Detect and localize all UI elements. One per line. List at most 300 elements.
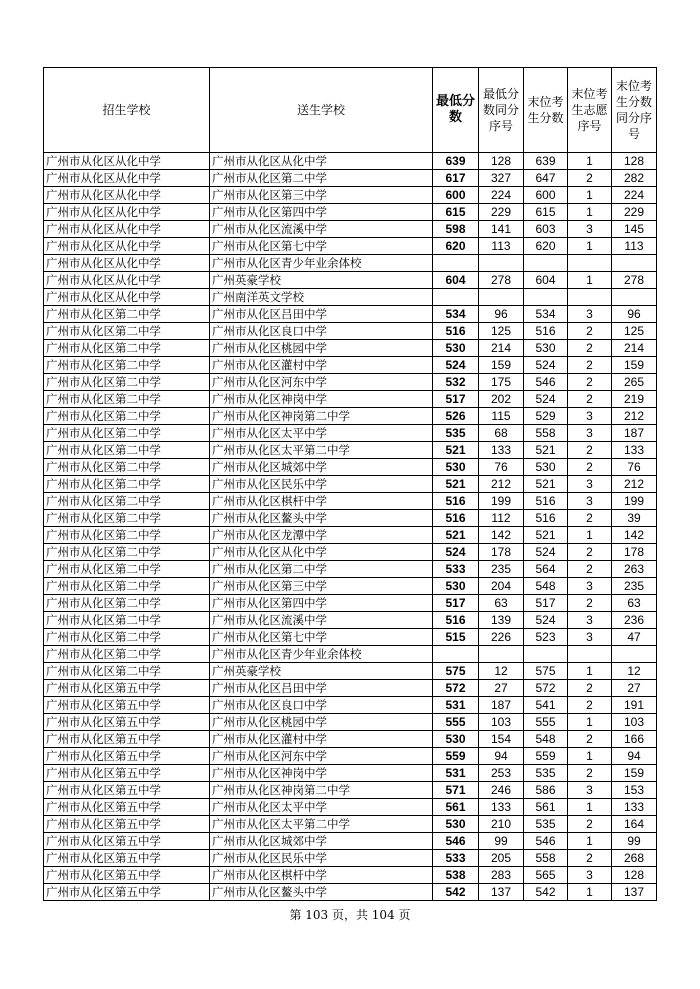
send-school-cell: 广州英豪学校 xyxy=(210,663,433,680)
last-same-rank-cell: 137 xyxy=(612,884,657,901)
last-same-rank-cell: 103 xyxy=(612,714,657,731)
send-school-cell: 广州市从化区第二中学 xyxy=(210,561,433,578)
last-wish-cell: 1 xyxy=(568,714,612,731)
last-wish-cell: 2 xyxy=(568,595,612,612)
last-same-rank-cell: 142 xyxy=(612,527,657,544)
last-score-cell: 586 xyxy=(524,782,568,799)
recruit-school-cell: 广州市从化区第二中学 xyxy=(44,306,210,323)
last-wish-cell: 3 xyxy=(568,306,612,323)
last-wish-cell: 2 xyxy=(568,323,612,340)
send-school-cell: 广州市从化区青少年业余体校 xyxy=(210,646,433,663)
min-score-cell: 521 xyxy=(433,442,479,459)
last-same-rank-cell: 159 xyxy=(612,765,657,782)
table-row xyxy=(44,612,657,629)
last-wish-cell: 1 xyxy=(568,187,612,204)
min-same-rank-cell: 229 xyxy=(479,204,524,221)
table-row xyxy=(44,255,657,272)
table-row xyxy=(44,731,657,748)
send-school-cell: 广州市从化区良口中学 xyxy=(210,697,433,714)
send-school-cell: 广州市从化区神岗第二中学 xyxy=(210,408,433,425)
table-row xyxy=(44,187,657,204)
min-score-cell: 531 xyxy=(433,765,479,782)
recruit-school-cell: 广州市从化区第二中学 xyxy=(44,323,210,340)
last-same-rank-cell: 128 xyxy=(612,867,657,884)
last-same-rank-cell: 187 xyxy=(612,425,657,442)
recruit-school-cell: 广州市从化区第二中学 xyxy=(44,527,210,544)
min-same-rank-cell: 99 xyxy=(479,833,524,850)
last-same-rank-cell: 113 xyxy=(612,238,657,255)
last-wish-cell: 2 xyxy=(568,170,612,187)
table-row xyxy=(44,714,657,731)
last-same-rank-cell: 125 xyxy=(612,323,657,340)
min-score-cell: 530 xyxy=(433,459,479,476)
last-wish-cell: 1 xyxy=(568,833,612,850)
last-wish-cell: 2 xyxy=(568,510,612,527)
table-row xyxy=(44,289,657,306)
recruit-school-cell: 广州市从化区第五中学 xyxy=(44,731,210,748)
recruit-school-cell: 广州市从化区从化中学 xyxy=(44,153,210,170)
last-same-rank-cell: 265 xyxy=(612,374,657,391)
recruit-school-cell: 广州市从化区从化中学 xyxy=(44,187,210,204)
last-same-rank-cell: 219 xyxy=(612,391,657,408)
last-score-cell: 558 xyxy=(524,425,568,442)
last-score-cell: 546 xyxy=(524,374,568,391)
min-same-rank-cell xyxy=(479,289,524,306)
min-score-cell: 535 xyxy=(433,425,479,442)
min-same-rank-cell: 63 xyxy=(479,595,524,612)
last-wish-cell: 3 xyxy=(568,476,612,493)
last-wish-cell xyxy=(568,255,612,272)
table-row xyxy=(44,238,657,255)
min-score-cell xyxy=(433,646,479,663)
send-school-cell: 广州市从化区灌村中学 xyxy=(210,731,433,748)
last-same-rank-cell xyxy=(612,646,657,663)
last-same-rank-cell: 282 xyxy=(612,170,657,187)
min-score-cell xyxy=(433,289,479,306)
last-same-rank-cell: 133 xyxy=(612,799,657,816)
min-score-cell xyxy=(433,255,479,272)
min-same-rank-cell: 141 xyxy=(479,221,524,238)
min-same-rank-cell: 12 xyxy=(479,663,524,680)
min-same-rank-cell: 235 xyxy=(479,561,524,578)
min-score-cell: 575 xyxy=(433,663,479,680)
last-score-cell: 524 xyxy=(524,357,568,374)
last-wish-cell: 1 xyxy=(568,204,612,221)
last-score-cell: 530 xyxy=(524,459,568,476)
min-same-rank-cell: 137 xyxy=(479,884,524,901)
last-score-cell: 542 xyxy=(524,884,568,901)
table-row xyxy=(44,204,657,221)
min-same-rank-cell: 115 xyxy=(479,408,524,425)
last-score-cell: 534 xyxy=(524,306,568,323)
recruit-school-cell: 广州市从化区第五中学 xyxy=(44,867,210,884)
recruit-school-cell: 广州市从化区第五中学 xyxy=(44,697,210,714)
header-last-wish: 末位考生志愿序号 xyxy=(568,68,612,153)
min-score-cell: 515 xyxy=(433,629,479,646)
min-score-cell: 639 xyxy=(433,153,479,170)
last-score-cell: 639 xyxy=(524,153,568,170)
recruit-school-cell: 广州市从化区第五中学 xyxy=(44,884,210,901)
min-same-rank-cell: 253 xyxy=(479,765,524,782)
table-row xyxy=(44,340,657,357)
last-score-cell: 530 xyxy=(524,340,568,357)
min-same-rank-cell: 178 xyxy=(479,544,524,561)
last-same-rank-cell: 128 xyxy=(612,153,657,170)
min-score-cell: 533 xyxy=(433,850,479,867)
table-row xyxy=(44,442,657,459)
last-wish-cell: 2 xyxy=(568,374,612,391)
recruit-school-cell: 广州市从化区第五中学 xyxy=(44,850,210,867)
recruit-school-cell: 广州市从化区第五中学 xyxy=(44,799,210,816)
send-school-cell: 广州市从化区神岗中学 xyxy=(210,765,433,782)
send-school-cell: 广州市从化区桃园中学 xyxy=(210,340,433,357)
last-wish-cell: 2 xyxy=(568,680,612,697)
last-same-rank-cell: 235 xyxy=(612,578,657,595)
last-wish-cell: 2 xyxy=(568,731,612,748)
min-same-rank-cell: 224 xyxy=(479,187,524,204)
table-row xyxy=(44,748,657,765)
last-score-cell: 603 xyxy=(524,221,568,238)
last-wish-cell: 2 xyxy=(568,816,612,833)
last-score-cell: 575 xyxy=(524,663,568,680)
min-same-rank-cell: 112 xyxy=(479,510,524,527)
min-same-rank-cell: 175 xyxy=(479,374,524,391)
min-score-cell: 555 xyxy=(433,714,479,731)
last-wish-cell: 2 xyxy=(568,765,612,782)
min-same-rank-cell: 94 xyxy=(479,748,524,765)
send-school-cell: 广州英豪学校 xyxy=(210,272,433,289)
last-score-cell: 529 xyxy=(524,408,568,425)
last-same-rank-cell: 229 xyxy=(612,204,657,221)
send-school-cell: 广州市从化区灌村中学 xyxy=(210,357,433,374)
table-row xyxy=(44,476,657,493)
recruit-school-cell: 广州市从化区从化中学 xyxy=(44,272,210,289)
last-score-cell: 546 xyxy=(524,833,568,850)
send-school-cell: 广州市从化区流溪中学 xyxy=(210,612,433,629)
last-score-cell: 565 xyxy=(524,867,568,884)
recruit-school-cell: 广州市从化区从化中学 xyxy=(44,289,210,306)
send-school-cell: 广州市从化区太平第二中学 xyxy=(210,442,433,459)
table-row xyxy=(44,561,657,578)
send-school-cell: 广州市从化区鳌头中学 xyxy=(210,510,433,527)
table-row xyxy=(44,629,657,646)
table-row xyxy=(44,765,657,782)
header-last-score: 末位考生分数 xyxy=(524,68,568,153)
min-same-rank-cell: 96 xyxy=(479,306,524,323)
last-score-cell: 620 xyxy=(524,238,568,255)
send-school-cell: 广州市从化区第二中学 xyxy=(210,170,433,187)
table-row xyxy=(44,272,657,289)
table-row xyxy=(44,799,657,816)
table-row xyxy=(44,544,657,561)
last-same-rank-cell: 278 xyxy=(612,272,657,289)
last-score-cell: 516 xyxy=(524,323,568,340)
recruit-school-cell: 广州市从化区第二中学 xyxy=(44,612,210,629)
min-score-cell: 571 xyxy=(433,782,479,799)
recruit-school-cell: 广州市从化区从化中学 xyxy=(44,238,210,255)
last-wish-cell: 2 xyxy=(568,561,612,578)
min-same-rank-cell: 139 xyxy=(479,612,524,629)
min-score-cell: 530 xyxy=(433,340,479,357)
min-score-cell: 530 xyxy=(433,731,479,748)
header-min-score: 最低分数 xyxy=(433,68,479,153)
last-wish-cell: 2 xyxy=(568,459,612,476)
min-score-cell: 516 xyxy=(433,323,479,340)
send-school-cell: 广州市从化区棋杆中学 xyxy=(210,867,433,884)
last-score-cell: 548 xyxy=(524,731,568,748)
last-same-rank-cell: 47 xyxy=(612,629,657,646)
last-score-cell: 559 xyxy=(524,748,568,765)
last-wish-cell: 1 xyxy=(568,884,612,901)
recruit-school-cell: 广州市从化区第二中学 xyxy=(44,442,210,459)
min-score-cell: 516 xyxy=(433,612,479,629)
last-wish-cell: 3 xyxy=(568,408,612,425)
last-score-cell: 524 xyxy=(524,391,568,408)
recruit-school-cell: 广州市从化区第五中学 xyxy=(44,765,210,782)
min-same-rank-cell: 133 xyxy=(479,442,524,459)
send-school-cell: 广州市从化区从化中学 xyxy=(210,544,433,561)
last-same-rank-cell: 224 xyxy=(612,187,657,204)
table-row xyxy=(44,425,657,442)
min-same-rank-cell: 68 xyxy=(479,425,524,442)
recruit-school-cell: 广州市从化区第五中学 xyxy=(44,816,210,833)
table-row xyxy=(44,459,657,476)
last-wish-cell: 2 xyxy=(568,340,612,357)
last-wish-cell: 1 xyxy=(568,748,612,765)
min-same-rank-cell: 278 xyxy=(479,272,524,289)
send-school-cell: 广州市从化区神岗第二中学 xyxy=(210,782,433,799)
recruit-school-cell: 广州市从化区从化中学 xyxy=(44,221,210,238)
send-school-cell: 广州市从化区民乐中学 xyxy=(210,850,433,867)
last-score-cell: 521 xyxy=(524,442,568,459)
send-school-cell: 广州市从化区民乐中学 xyxy=(210,476,433,493)
last-same-rank-cell: 76 xyxy=(612,459,657,476)
send-school-cell: 广州市从化区河东中学 xyxy=(210,374,433,391)
send-school-cell: 广州市从化区吕田中学 xyxy=(210,306,433,323)
min-score-cell: 521 xyxy=(433,476,479,493)
min-score-cell: 526 xyxy=(433,408,479,425)
table-row xyxy=(44,697,657,714)
min-same-rank-cell: 142 xyxy=(479,527,524,544)
last-score-cell: 572 xyxy=(524,680,568,697)
min-same-rank-cell: 125 xyxy=(479,323,524,340)
last-wish-cell: 3 xyxy=(568,425,612,442)
send-school-cell: 广州市从化区太平第二中学 xyxy=(210,816,433,833)
last-score-cell: 548 xyxy=(524,578,568,595)
send-school-cell: 广州市从化区青少年业余体校 xyxy=(210,255,433,272)
send-school-cell: 广州市从化区城郊中学 xyxy=(210,833,433,850)
min-score-cell: 516 xyxy=(433,493,479,510)
recruit-school-cell: 广州市从化区第二中学 xyxy=(44,646,210,663)
table-row xyxy=(44,833,657,850)
last-wish-cell: 1 xyxy=(568,272,612,289)
last-score-cell: 604 xyxy=(524,272,568,289)
last-same-rank-cell: 166 xyxy=(612,731,657,748)
last-wish-cell: 3 xyxy=(568,782,612,799)
table-row xyxy=(44,221,657,238)
min-same-rank-cell: 76 xyxy=(479,459,524,476)
last-wish-cell: 3 xyxy=(568,867,612,884)
min-same-rank-cell: 103 xyxy=(479,714,524,731)
last-same-rank-cell: 96 xyxy=(612,306,657,323)
min-score-cell: 532 xyxy=(433,374,479,391)
min-score-cell: 615 xyxy=(433,204,479,221)
last-score-cell: 516 xyxy=(524,510,568,527)
recruit-school-cell: 广州市从化区从化中学 xyxy=(44,255,210,272)
table-body xyxy=(44,153,657,901)
recruit-school-cell: 广州市从化区第五中学 xyxy=(44,782,210,799)
last-wish-cell: 3 xyxy=(568,493,612,510)
recruit-school-cell: 广州市从化区第二中学 xyxy=(44,663,210,680)
table-row xyxy=(44,867,657,884)
last-same-rank-cell: 153 xyxy=(612,782,657,799)
table-row xyxy=(44,170,657,187)
table-row xyxy=(44,408,657,425)
last-score-cell: 523 xyxy=(524,629,568,646)
last-score-cell: 516 xyxy=(524,493,568,510)
min-score-cell: 531 xyxy=(433,697,479,714)
table-row xyxy=(44,595,657,612)
send-school-cell: 广州市从化区鳌头中学 xyxy=(210,884,433,901)
header-send-school: 送生学校 xyxy=(210,68,433,153)
min-same-rank-cell: 159 xyxy=(479,357,524,374)
last-same-rank-cell: 191 xyxy=(612,697,657,714)
last-wish-cell: 2 xyxy=(568,697,612,714)
last-same-rank-cell: 164 xyxy=(612,816,657,833)
min-same-rank-cell: 128 xyxy=(479,153,524,170)
table-header-row xyxy=(44,68,657,153)
last-same-rank-cell: 212 xyxy=(612,476,657,493)
last-score-cell: 541 xyxy=(524,697,568,714)
last-same-rank-cell xyxy=(612,255,657,272)
last-same-rank-cell: 94 xyxy=(612,748,657,765)
last-same-rank-cell: 99 xyxy=(612,833,657,850)
last-same-rank-cell: 199 xyxy=(612,493,657,510)
last-wish-cell: 1 xyxy=(568,238,612,255)
min-score-cell: 533 xyxy=(433,561,479,578)
min-same-rank-cell xyxy=(479,255,524,272)
recruit-school-cell: 广州市从化区第五中学 xyxy=(44,748,210,765)
last-same-rank-cell: 268 xyxy=(612,850,657,867)
recruit-school-cell: 广州市从化区第二中学 xyxy=(44,408,210,425)
recruit-school-cell: 广州市从化区第二中学 xyxy=(44,459,210,476)
last-same-rank-cell: 145 xyxy=(612,221,657,238)
table-row xyxy=(44,884,657,901)
send-school-cell: 广州市从化区河东中学 xyxy=(210,748,433,765)
header-last-same-rank: 末位考生分数同分序号 xyxy=(612,68,657,153)
send-school-cell: 广州市从化区太平中学 xyxy=(210,425,433,442)
last-same-rank-cell: 178 xyxy=(612,544,657,561)
table-row xyxy=(44,323,657,340)
recruit-school-cell: 广州市从化区第二中学 xyxy=(44,357,210,374)
last-score-cell: 524 xyxy=(524,612,568,629)
recruit-school-cell: 广州市从化区第二中学 xyxy=(44,476,210,493)
min-same-rank-cell: 283 xyxy=(479,867,524,884)
table-row xyxy=(44,493,657,510)
last-same-rank-cell: 39 xyxy=(612,510,657,527)
recruit-school-cell: 广州市从化区第二中学 xyxy=(44,544,210,561)
last-wish-cell: 2 xyxy=(568,442,612,459)
min-same-rank-cell: 187 xyxy=(479,697,524,714)
recruit-school-cell: 广州市从化区第二中学 xyxy=(44,391,210,408)
last-score-cell xyxy=(524,289,568,306)
last-wish-cell: 1 xyxy=(568,153,612,170)
min-score-cell: 530 xyxy=(433,578,479,595)
last-wish-cell xyxy=(568,646,612,663)
min-score-cell: 559 xyxy=(433,748,479,765)
send-school-cell: 广州市从化区流溪中学 xyxy=(210,221,433,238)
recruit-school-cell: 广州市从化区第二中学 xyxy=(44,595,210,612)
last-same-rank-cell: 236 xyxy=(612,612,657,629)
admission-table-sheet xyxy=(43,67,656,901)
last-wish-cell: 3 xyxy=(568,221,612,238)
min-same-rank-cell: 154 xyxy=(479,731,524,748)
send-school-cell: 广州市从化区吕田中学 xyxy=(210,680,433,697)
min-score-cell: 598 xyxy=(433,221,479,238)
table-row xyxy=(44,578,657,595)
min-same-rank-cell: 205 xyxy=(479,850,524,867)
last-wish-cell: 3 xyxy=(568,578,612,595)
recruit-school-cell: 广州市从化区第五中学 xyxy=(44,714,210,731)
table-row xyxy=(44,646,657,663)
last-score-cell: 517 xyxy=(524,595,568,612)
min-score-cell: 517 xyxy=(433,595,479,612)
last-score-cell: 600 xyxy=(524,187,568,204)
last-same-rank-cell: 12 xyxy=(612,663,657,680)
page-footer: 第 103 页，共 104 页 xyxy=(289,908,411,922)
last-wish-cell: 1 xyxy=(568,663,612,680)
min-score-cell: 600 xyxy=(433,187,479,204)
min-score-cell: 572 xyxy=(433,680,479,697)
last-score-cell xyxy=(524,255,568,272)
last-wish-cell xyxy=(568,289,612,306)
min-score-cell: 617 xyxy=(433,170,479,187)
table-row xyxy=(44,357,657,374)
recruit-school-cell: 广州市从化区第二中学 xyxy=(44,493,210,510)
send-school-cell: 广州市从化区第七中学 xyxy=(210,629,433,646)
last-score-cell: 521 xyxy=(524,476,568,493)
header-recruit-school: 招生学校 xyxy=(44,68,210,153)
last-wish-cell: 2 xyxy=(568,391,612,408)
min-same-rank-cell: 212 xyxy=(479,476,524,493)
recruit-school-cell: 广州市从化区第二中学 xyxy=(44,425,210,442)
admission-table xyxy=(43,67,657,901)
min-same-rank-cell: 113 xyxy=(479,238,524,255)
min-score-cell: 620 xyxy=(433,238,479,255)
last-same-rank-cell: 159 xyxy=(612,357,657,374)
min-score-cell: 546 xyxy=(433,833,479,850)
table-row xyxy=(44,663,657,680)
send-school-cell: 广州市从化区第四中学 xyxy=(210,204,433,221)
min-score-cell: 604 xyxy=(433,272,479,289)
last-same-rank-cell xyxy=(612,289,657,306)
last-score-cell: 521 xyxy=(524,527,568,544)
table-row xyxy=(44,527,657,544)
min-score-cell: 524 xyxy=(433,357,479,374)
last-score-cell: 555 xyxy=(524,714,568,731)
send-school-cell: 广州市从化区神岗中学 xyxy=(210,391,433,408)
table-row xyxy=(44,510,657,527)
send-school-cell: 广州市从化区龙潭中学 xyxy=(210,527,433,544)
last-score-cell xyxy=(524,646,568,663)
send-school-cell: 广州市从化区良口中学 xyxy=(210,323,433,340)
table-row xyxy=(44,816,657,833)
last-score-cell: 535 xyxy=(524,816,568,833)
min-same-rank-cell: 214 xyxy=(479,340,524,357)
send-school-cell: 广州市从化区第三中学 xyxy=(210,187,433,204)
min-same-rank-cell: 27 xyxy=(479,680,524,697)
min-same-rank-cell xyxy=(479,646,524,663)
